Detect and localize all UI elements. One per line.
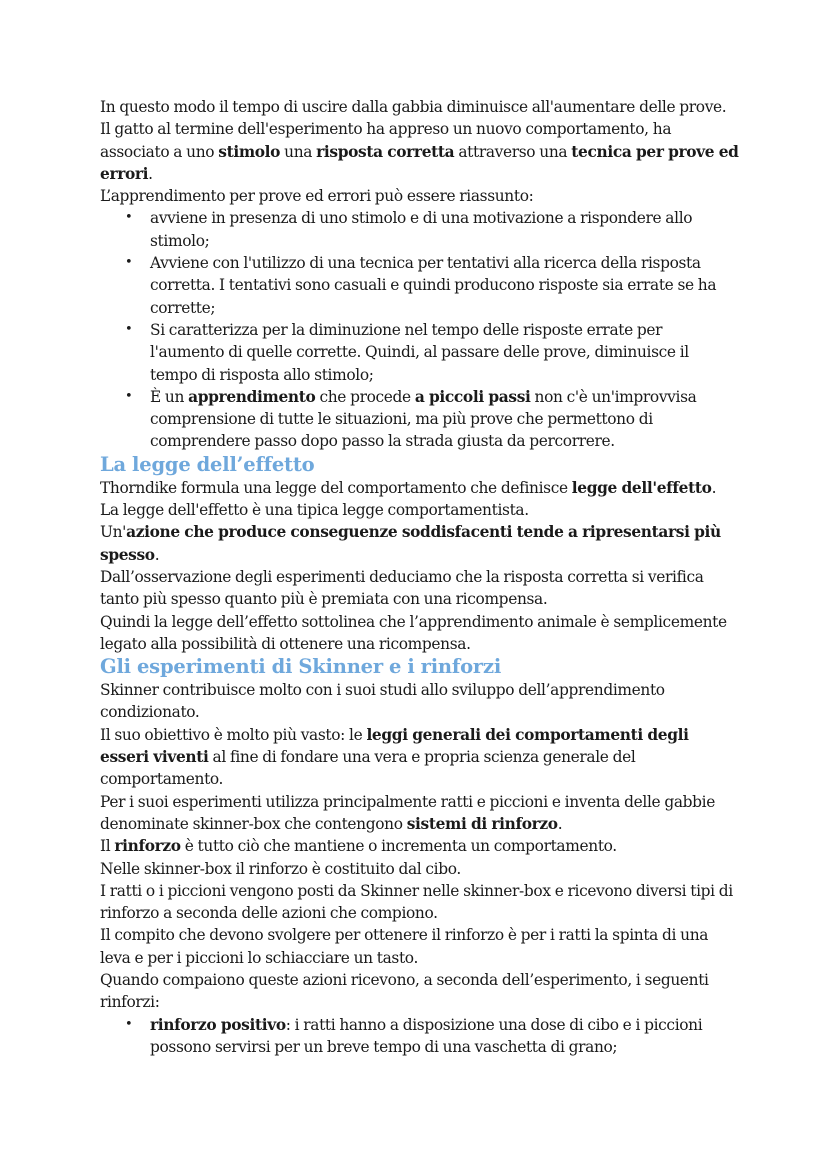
text: Per i suoi esperimenti utilizza principalmente ratti e piccioni e inventa delle gabbie denominate skinner-box che contengono	[100, 792, 715, 833]
paragraph: In questo modo il tempo di uscire dalla gabbia diminuisce all'aumentare delle prove.	[100, 98, 727, 116]
section-heading-skinner: Gli esperimenti di Skinner e i rinforzi	[100, 655, 502, 679]
text: Thorndike formula una legge del comportamento che definisce	[100, 478, 572, 497]
bold-text: legge dell'effetto	[571, 478, 712, 497]
paragraph: Nelle skinner-box il rinforzo è costituito dal cibo.	[100, 859, 461, 878]
text: che procede	[315, 387, 415, 406]
text: : i ratti hanno a disposizione una dose di cibo e i piccioni possono servirsi per un breve tempo di una vaschetta di grano;	[150, 1015, 703, 1056]
bold-text: rinforzo	[114, 837, 181, 856]
list-item-text: avviene in presenza di uno stimolo e di una motivazione a rispondere allo stimolo;	[150, 209, 693, 250]
text: È un	[150, 387, 189, 406]
list-item-text: Avviene con l'utilizzo di una tecnica per tentativi alla ricerca della risposta corretta. I tentativi sono casuali e quindi producono risposte sia errate se ha corrette;	[150, 254, 717, 317]
document-page	[100, 96, 740, 1058]
paragraph	[100, 477, 740, 499]
text: Un'	[100, 523, 127, 542]
bullet-list	[100, 1014, 740, 1059]
bold-text: stimolo	[218, 142, 281, 161]
text: Il suo obiettivo è molto più vasto: le	[100, 725, 367, 744]
list-item	[125, 1014, 740, 1059]
bullet-icon: •	[125, 255, 133, 271]
list-item	[125, 386, 740, 453]
bullet-icon: •	[125, 210, 133, 226]
list-item	[125, 252, 740, 319]
list-item	[125, 319, 740, 386]
paragraph: Skinner contribuisce molto con i suoi studi allo sviluppo dell’apprendimento condizionato.	[100, 681, 665, 722]
bullet-icon: •	[125, 388, 133, 404]
paragraph	[100, 724, 740, 791]
paragraph: Il compito che devono svolgere per ottenere il rinforzo è per i ratti la spinta di una leva e per i piccioni lo schiacciare un tasto.	[100, 926, 709, 967]
bold-text: sistemi di rinforzo	[406, 814, 558, 833]
text: attraverso una	[454, 142, 572, 161]
paragraph	[100, 118, 740, 185]
bullet-list	[100, 207, 740, 452]
text: .	[711, 478, 717, 497]
paragraph: Quando compaiono queste azioni ricevono, a seconda dell’esperimento, i seguenti rinforzi:	[100, 970, 709, 1012]
bold-text: rinforzo positivo	[150, 1015, 286, 1034]
list-item-text: Si caratterizza per la diminuzione nel tempo delle risposte errate per l'aumento di quelle corrette. Quindi, al passare delle prove, diminuisce il tempo di risposta allo stimolo;	[150, 320, 689, 384]
text: .	[557, 814, 563, 833]
bullet-icon: •	[125, 1016, 133, 1032]
paragraph: L’apprendimento per prove ed errori può essere riassunto:	[100, 187, 534, 206]
text: Il	[100, 837, 115, 856]
text: è tutto ciò che mantiene o incrementa un comportamento.	[180, 837, 617, 856]
bold-text: apprendimento	[188, 387, 316, 406]
paragraph	[100, 791, 740, 836]
section-heading-legge-effetto: La legge dell’effetto	[100, 452, 315, 476]
bold-text: azione che produce conseguenze soddisfacenti tende a ripresentarsi più spesso	[100, 523, 721, 564]
bold-text: leggi generali dei comportamenti degli esseri viventi	[100, 725, 689, 767]
paragraph	[100, 835, 740, 857]
text: al fine di fondare una vera e propria scienza generale del comportamento.	[100, 748, 636, 789]
bold-text: a piccoli passi	[414, 387, 531, 406]
text: una	[280, 142, 317, 161]
bold-text: tecnica per prove ed errori	[100, 142, 739, 183]
paragraph: Dall’osservazione degli esperimenti deduciamo che la risposta corretta si verifica tanto più spesso quanto più è premiata con una ricompensa.	[100, 567, 704, 609]
bullet-icon: •	[125, 321, 133, 337]
paragraph: La legge dell'effetto è una tipica legge comportamentista.	[100, 501, 529, 520]
text: .	[148, 164, 153, 183]
text: .	[154, 545, 160, 564]
bold-text: risposta corretta	[316, 142, 455, 161]
text: Il gatto al termine dell'esperimento ha appreso un nuovo comportamento, ha associato a uno	[100, 120, 672, 161]
paragraph	[100, 521, 740, 566]
list-item	[125, 207, 740, 252]
text: non c'è un'improvvisa comprensione di tutte le situazioni, ma più prove che permettono di comprendere passo dopo passo la strada giusta da percorrere.	[150, 387, 697, 451]
paragraph: Quindi la legge dell’effetto sottolinea che l’apprendimento animale è semplicemente legato alla possibilità di ottenere una ricompensa.	[100, 612, 727, 653]
paragraph: I ratti o i piccioni vengono posti da Skinner nelle skinner-box e ricevono diversi tipi di rinforzo a seconda delle azioni che compiono.	[100, 881, 733, 923]
